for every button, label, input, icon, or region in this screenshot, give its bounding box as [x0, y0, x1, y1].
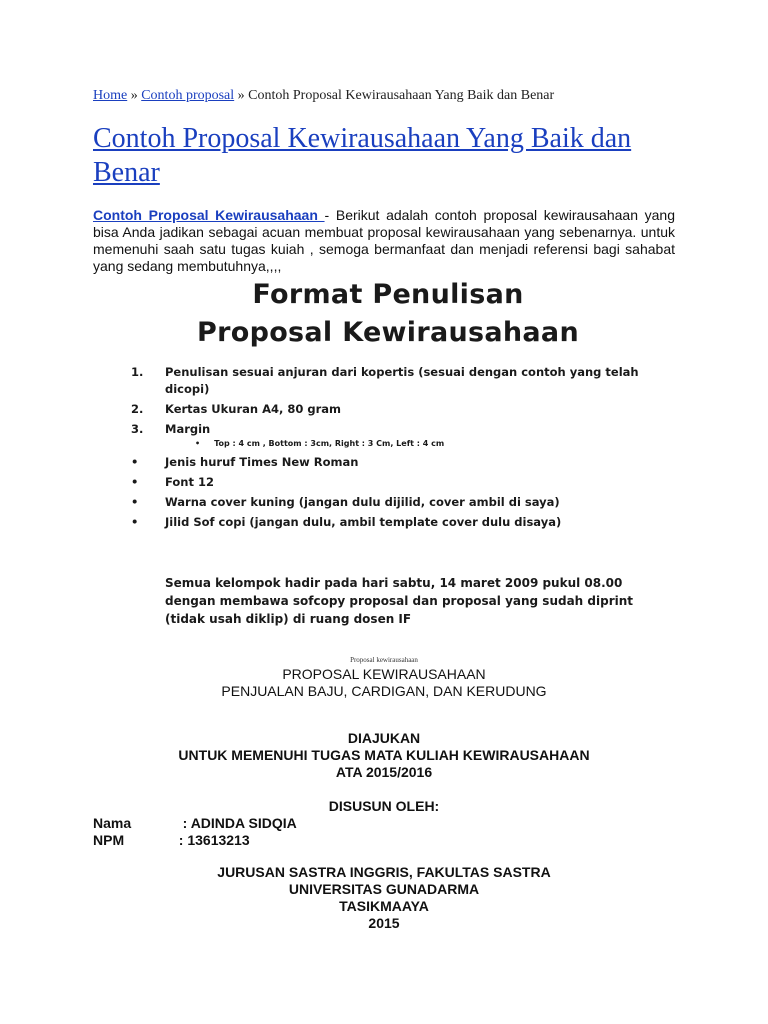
cover-jurusan: JURUSAN SASTRA INGGRIS, FAKULTAS SASTRA: [217, 864, 551, 880]
cover-ata: ATA 2015/2016: [335, 764, 433, 780]
bullet-icon: •: [131, 495, 139, 509]
list-number: 1.: [131, 365, 144, 379]
cover-untuk: UNTUK MEMENUHI TUGAS MATA KULIAH KEWIRAUSAHAAN: [178, 747, 590, 763]
bullet-icon: •: [195, 439, 201, 448]
format-image-title-line2: Proposal Kewirausahaan: [197, 317, 579, 348]
intro-paragraph: [93, 207, 675, 275]
cover-institution: [93, 864, 675, 932]
bullet-icon: •: [131, 475, 139, 489]
cover-diajukan: DIAJUKAN: [347, 730, 421, 746]
list-text: Warna cover kuning (jangan dulu dijilid, cover ambil di saya): [165, 495, 560, 509]
bullet-icon: •: [131, 455, 139, 469]
breadcrumb-separator: »: [127, 88, 142, 103]
list-text: Penulisan sesuai anjuran dari kopertis (sesuai dengan contoh yang telah dicopi): [165, 365, 639, 396]
list-item: [123, 454, 653, 471]
cover-universitas: UNIVERSITAS GUNADARMA: [288, 881, 480, 897]
cover-tahun: 2015: [368, 915, 400, 931]
npm-label: NPM: [93, 832, 125, 848]
list-item: [123, 494, 653, 511]
breadcrumb-separator: »: [234, 88, 249, 103]
cover-heading: [93, 666, 675, 700]
intro-text: - Berikut adalah contoh proposal kewirausahaan yang bisa Anda jadikan sebagai acuan membuat proposal kewirausahaan yang sebenarnya. untuk memenuhi saah satu tugas kuiah , semoga bermanfaat dan menjadi referensi bagi sahabat yang sedang membutuhnya,,,,: [93, 207, 675, 274]
author-npm-row: [93, 832, 250, 849]
format-image-note: Semua kelompok hadir pada hari sabtu, 14 maret 2009 pukul 08.00 dengan membawa sofcopy proposal dan proposal yang sudah diprint (tidak usah diklip) di ruang dosen IF: [165, 576, 633, 626]
cover-subtitle: PENJUALAN BAJU, CARDIGAN, DAN KERUDUNG: [221, 683, 547, 699]
list-text: Jilid Sof copi (jangan dulu, ambil template cover dulu disaya): [165, 515, 562, 529]
intro-link[interactable]: Contoh Proposal Kewirausahaan: [93, 207, 325, 223]
cover-kota: TASIKMAAYA: [339, 898, 429, 914]
list-text: Jenis huruf Times New Roman: [165, 455, 359, 469]
list-item: [123, 514, 653, 531]
breadcrumb: [93, 88, 554, 104]
format-image-title-line1: Format Penulisan: [252, 279, 524, 310]
margin-detail: [123, 438, 653, 450]
page-title[interactable]: Contoh Proposal Kewirausahaan Yang Baik dan Benar: [93, 123, 632, 188]
nama-label: Nama: [93, 815, 132, 831]
list-item: [123, 364, 653, 398]
breadcrumb-current: Contoh Proposal Kewirausahaan Yang Baik dan Benar: [248, 88, 555, 103]
breadcrumb-category-link[interactable]: Contoh proposal: [141, 88, 235, 103]
bullet-icon: •: [131, 515, 139, 529]
npm-value: : 13613213: [171, 832, 250, 848]
list-item: [123, 401, 653, 418]
list-item: [123, 474, 653, 491]
image-caption: Proposal kewirausahaan: [350, 656, 418, 664]
cover-title: PROPOSAL KEWIRAUSAHAAN: [282, 666, 486, 682]
nama-value: : ADINDA SIDQIA: [171, 815, 297, 831]
format-penulisan-image: [123, 276, 653, 648]
margin-detail-text: Top : 4 cm , Bottom : 3cm, Right : 3 Cm, Left : 4 cm: [214, 439, 445, 448]
list-text: Font 12: [165, 475, 214, 489]
list-text: Margin: [165, 422, 211, 436]
list-item: [123, 421, 653, 438]
cover-disusun: DISUSUN OLEH:: [328, 798, 440, 814]
cover-submission: [93, 730, 675, 781]
list-number: 2.: [131, 402, 144, 416]
list-text: Kertas Ukuran A4, 80 gram: [165, 402, 342, 416]
breadcrumb-home-link[interactable]: Home: [93, 88, 128, 103]
list-number: 3.: [131, 422, 144, 436]
author-name-row: [93, 815, 297, 832]
format-image-list: [123, 364, 653, 534]
